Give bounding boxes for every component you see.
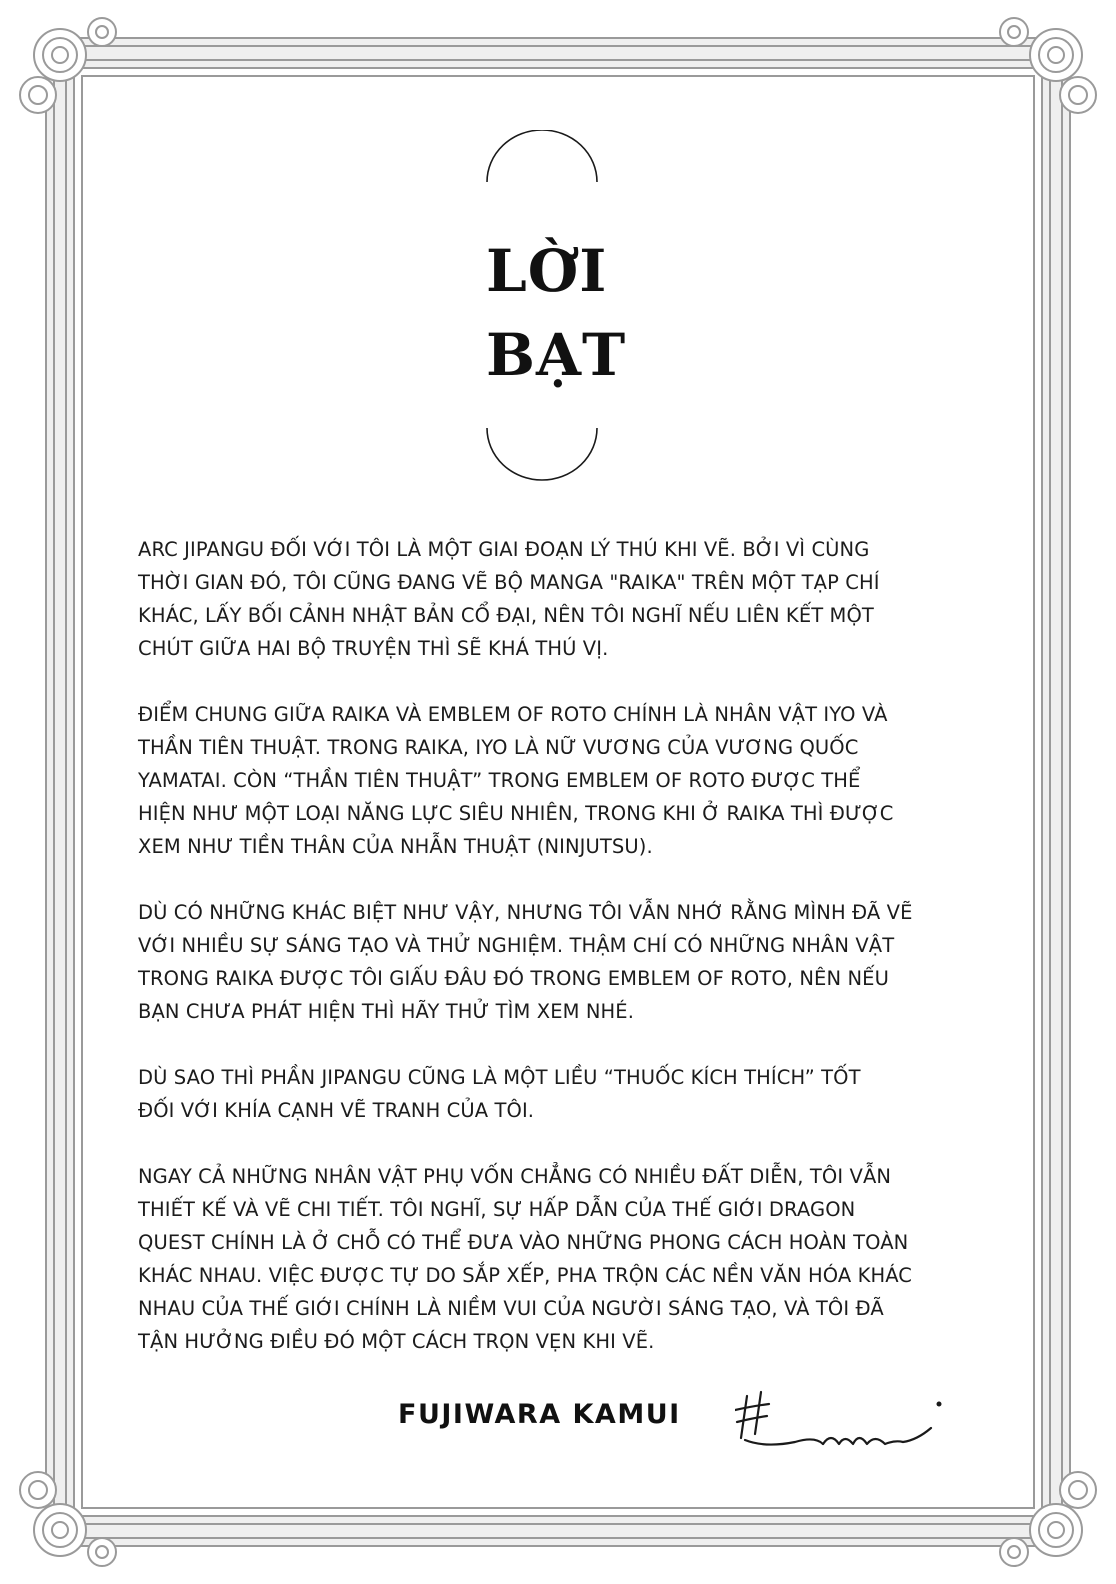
text-line: YAMATAI. CÒN “THẦN TIÊN THUẬT” TRONG EMBLEM OF ROTO ĐƯỢC THỂ xyxy=(138,769,861,792)
text-line: ARC JIPANGU ĐỐI VỚI TÔI LÀ MỘT GIAI ĐOẠN LÝ THÚ KHI VẼ. BỞI VÌ CÙNG xyxy=(138,538,870,561)
text-line: KHÁC, LẤY BỐI CẢNH NHẬT BẢN CỔ ĐẠI, NÊN TÔI NGHĨ NẾU LIÊN KẾT MỘT xyxy=(138,604,874,627)
text-line: ĐIỂM CHUNG GIỮA RAIKA VÀ EMBLEM OF ROTO CHÍNH LÀ NHÂN VẬT IYO VÀ xyxy=(138,703,888,726)
text-line: THẦN TIÊN THUẬT. TRONG RAIKA, IYO LÀ NỮ VƯƠNG CỦA VƯƠNG QUỐC xyxy=(138,736,859,759)
signature-dot xyxy=(937,1402,942,1407)
bracket-arcs-icon xyxy=(486,130,627,485)
paragraph xyxy=(138,698,968,863)
paragraph xyxy=(138,1160,968,1358)
author-name: FUJIWARA KAMUI xyxy=(398,1399,681,1430)
afterword-body xyxy=(138,533,968,1391)
title-block xyxy=(486,130,627,485)
page-title-line-2: BẠT xyxy=(486,321,627,389)
text-line: TẬN HƯỞNG ĐIỀU ĐÓ MỘT CÁCH TRỌN VẸN KHI VẼ. xyxy=(138,1330,655,1353)
text-line: KHÁC NHAU. VIỆC ĐƯỢC TỰ DO SẮP XẾP, PHA TRỘN CÁC NỀN VĂN HÓA KHÁC xyxy=(138,1264,913,1287)
text-line: NHAU CỦA THẾ GIỚI CHÍNH LÀ NIỀM VUI CỦA NGƯỜI SÁNG TẠO, VÀ TÔI ĐÃ xyxy=(138,1297,884,1320)
text-line: DÙ SAO THÌ PHẦN JIPANGU CŨNG LÀ MỘT LIỀU “THUỐC KÍCH THÍCH” TỐT xyxy=(138,1066,861,1089)
text-line: THIẾT KẾ VÀ VẼ CHI TIẾT. TÔI NGHĨ, SỰ HẤP DẪN CỦA THẾ GIỚI DRAGON xyxy=(138,1198,856,1221)
handwritten-signature-icon xyxy=(735,1382,950,1462)
text-line: VỚI NHIỀU SỰ SÁNG TẠO VÀ THỬ NGHIỆM. THẬM CHÍ CÓ NHỮNG NHÂN VẬT xyxy=(138,934,895,957)
text-line: BẠN CHƯA PHÁT HIỆN THÌ HÃY THỬ TÌM XEM NHÉ. xyxy=(138,1000,635,1023)
text-line: NGAY CẢ NHỮNG NHÂN VẬT PHỤ VỐN CHẲNG CÓ NHIỀU ĐẤT DIỄN, TÔI VẪN xyxy=(138,1165,892,1188)
text-line: QUEST CHÍNH LÀ Ở CHỖ CÓ THỂ ĐƯA VÀO NHỮNG PHONG CÁCH HOÀN TOÀN xyxy=(138,1231,909,1254)
text-line: DÙ CÓ NHỮNG KHÁC BIỆT NHƯ VẬY, NHƯNG TÔI VẪN NHỚ RẰNG MÌNH ĐÃ VẼ xyxy=(138,901,913,924)
text-line: THỜI GIAN ĐÓ, TÔI CŨNG ĐANG VẼ BỘ MANGA "RAIKA" TRÊN MỘT TẠP CHÍ xyxy=(138,571,880,594)
text-line: ĐỐI VỚI KHÍA CẠNH VẼ TRANH CỦA TÔI. xyxy=(138,1099,535,1122)
text-line: XEM NHƯ TIỀN THÂN CỦA NHẪN THUẬT (NINJUTSU). xyxy=(138,835,653,858)
paragraph xyxy=(138,533,968,665)
page-title-line-1: LỜI xyxy=(486,237,608,305)
text-line: HIỆN NHƯ MỘT LOẠI NĂNG LỰC SIÊU NHIÊN, TRONG KHI Ở RAIKA THÌ ĐƯỢC xyxy=(138,802,894,825)
text-line: TRONG RAIKA ĐƯỢC TÔI GIẤU ĐÂU ĐÓ TRONG EMBLEM OF ROTO, NÊN NẾU xyxy=(138,967,889,990)
text-line: CHÚT GIỮA HAI BỘ TRUYỆN THÌ SẼ KHÁ THÚ VỊ. xyxy=(138,637,609,660)
paragraph xyxy=(138,896,968,1028)
paragraph xyxy=(138,1061,968,1127)
